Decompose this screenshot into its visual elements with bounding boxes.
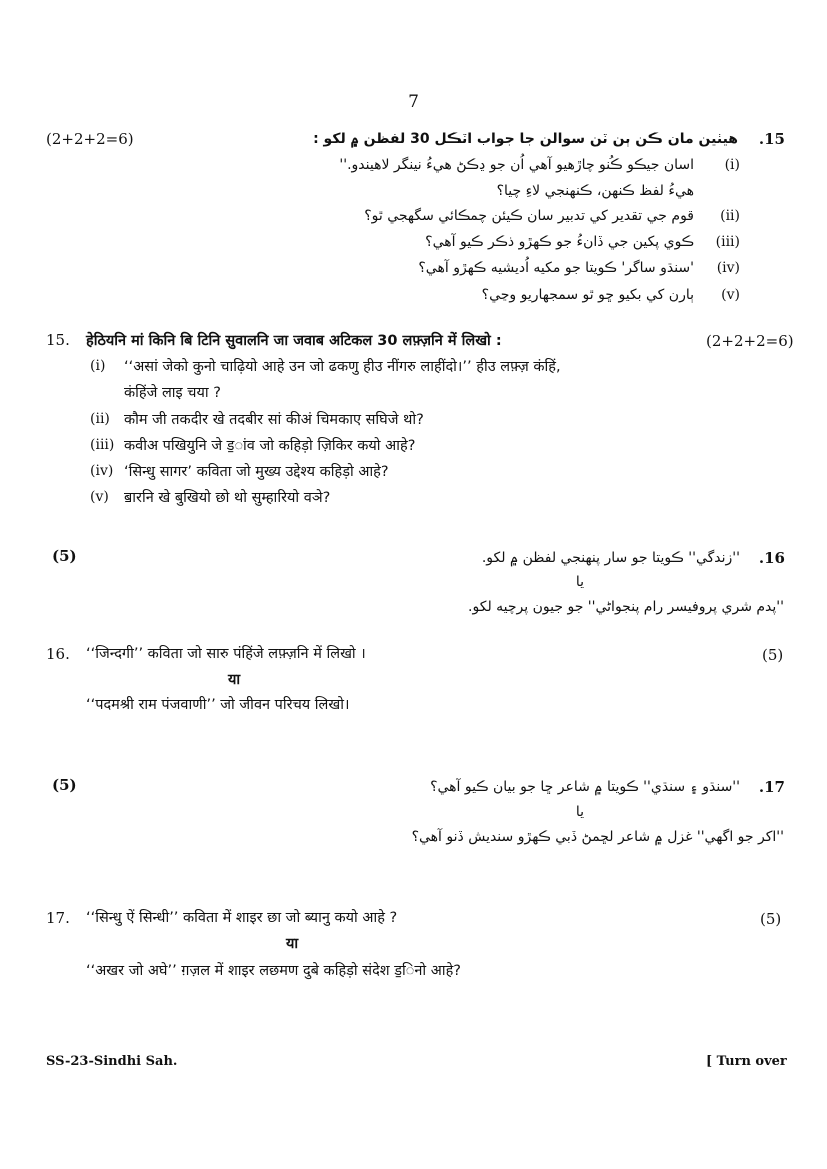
q15-arabic-item-3: ڪوي پکين جي ڏانءُ جو ڪهڙو ذڪر ڪيو آهي؟ xyxy=(425,234,694,250)
q15-dev-item-1-num: (i) xyxy=(90,358,106,374)
q15-arabic-item-1: اسان جيڪو ڪُنو چاڙهيو آهي اُن جو ڍڪڻ هيءُ نينگر لاهيندو.'' xyxy=(339,157,694,173)
q15-dev-item-3: कवीअ पखियुनि जे ड॒ांव जो कहिड़ो ज़िकिर कयो आहे? xyxy=(124,438,416,454)
q15-dev-item-1: ‘‘असां जेको कुनो चाढ़ियो आहे उन जो ढकणु हीउ नींगरु लाहींदो।’’ हीउ लफ़्ज़ कंहिं, xyxy=(124,359,561,375)
q17-dev-line1: ‘‘सिन्धु ऐं सिन्धी’’ कविता में शाइर छा जो ब्यानु कयो आहे ? xyxy=(86,910,398,926)
q16-arabic-or: يا xyxy=(575,574,585,590)
q15-arabic-marks: (2+2+2=6) xyxy=(46,130,134,148)
q16-dev-line1: ‘‘जिन्दगी’’ कविता जो सारु पंहिंजे लफ़्ज़नि में लिखो । xyxy=(86,646,366,662)
q16-arabic-marks: (5) xyxy=(52,547,77,565)
page-number: 7 xyxy=(408,92,419,112)
q15-dev-item-1-cont: कंहिंजे लाइ चया ? xyxy=(124,385,221,401)
q15-arabic-item-3-num: (iii) xyxy=(715,234,740,250)
q15-dev-item-5: ॿारनि खे बुखियो छो थो सुम्हारियो वञे? xyxy=(124,490,331,506)
q16-arabic-line2: ''پدم شري پروفيسر رام پنجواڻي'' جو جيون پرچيه لکو. xyxy=(468,599,784,615)
q15-arabic-item-5: ٻارن کي بکيو ڇو ٿو سمجهاريو وڃي؟ xyxy=(481,287,694,303)
q15-arabic-item-1-num: (i) xyxy=(724,157,740,173)
q16-dev-or: या xyxy=(228,672,241,688)
q15-dev-item-4-num: (iv) xyxy=(90,463,114,479)
q15-dev-marks: (2+2+2=6) xyxy=(706,332,794,350)
q16-dev-line2: ‘‘पदमश्री राम पंजवाणी’’ जो जीवन परिचय लिखो। xyxy=(86,697,350,713)
q16-arabic-line1: ''زندگي'' ڪويتا جو سار پنهنجي لفظن ۾ لکو. xyxy=(481,550,740,566)
q15-dev-heading: हेठियनि मां किनि बि टिनि सुवालनि जा जवाब अटिकल 30 लफ़्ज़नि में लिखो : xyxy=(86,333,502,349)
q17-arabic-line1: ''سنڌو ۽ سنڌي'' ڪويتا ۾ شاعر ڇا جو بيان ڪيو آهي؟ xyxy=(430,779,740,795)
q15-arabic-item-4: 'سنڌو ساگر' ڪويتا جو مکيه اُديشيه ڪهڙو آهي؟ xyxy=(418,260,694,276)
q15-dev-item-3-num: (iii) xyxy=(90,437,115,453)
q17-arabic-number: .17 xyxy=(758,778,785,796)
q15-dev-item-5-num: (v) xyxy=(90,489,109,505)
q15-arabic-number: .15 xyxy=(758,130,785,148)
q17-arabic-marks: (5) xyxy=(52,776,77,794)
q16-dev-marks: (5) xyxy=(762,646,784,664)
q17-arabic-line2: ''اکر جو اگهي'' غزل ۾ شاعر لڇمڻ ڏبي ڪهڙو سنديش ڏنو آهي؟ xyxy=(411,829,784,845)
footer-turn-over: [ Turn over xyxy=(706,1054,787,1069)
q15-arabic-item-5-num: (v) xyxy=(721,287,740,303)
q16-arabic-number: .16 xyxy=(758,549,785,567)
q16-dev-number: 16. xyxy=(46,645,70,663)
q15-dev-item-2-num: (ii) xyxy=(90,411,110,427)
q15-arabic-item-2-num: (ii) xyxy=(720,208,740,224)
q15-dev-item-4: ‘सिन्धु सागर’ कविता जो मुख्य उद्देश्य कहिड़ो आहे? xyxy=(124,464,389,480)
footer-paper-code: SS-23-Sindhi Sah. xyxy=(46,1054,178,1069)
q17-dev-number: 17. xyxy=(46,909,70,927)
q15-dev-number: 15. xyxy=(46,331,70,349)
q17-dev-line2: ‘‘अखर जो अघे’’ ग़ज़ल में शाइर लछमण दुबे कहिड़ो संदेश ड॒िनो आहे? xyxy=(86,963,461,979)
q17-arabic-or: يا xyxy=(575,804,585,820)
q15-dev-item-2: कौम जी तकदीर खे तदबीर सां कीअं चिमकाए सघिजे थो? xyxy=(124,412,424,428)
q17-dev-or: या xyxy=(286,936,299,952)
q15-arabic-item-4-num: (iv) xyxy=(716,260,740,276)
q17-dev-marks: (5) xyxy=(760,910,782,928)
q15-arabic-item-2: قوم جي تقدير کي تدبير سان ڪيئن چمڪائي سگهجي ٿو؟ xyxy=(364,208,694,224)
q15-arabic-heading: هيٺين مان ڪن ٻن ٽن سوالن جا جواب اٽڪل 30 لفظن ۾ لکو : xyxy=(313,131,738,147)
q15-arabic-item-1-cont: هيءُ لفظ ڪنهن، ڪنهنجي لاءِ چيا؟ xyxy=(496,183,694,199)
